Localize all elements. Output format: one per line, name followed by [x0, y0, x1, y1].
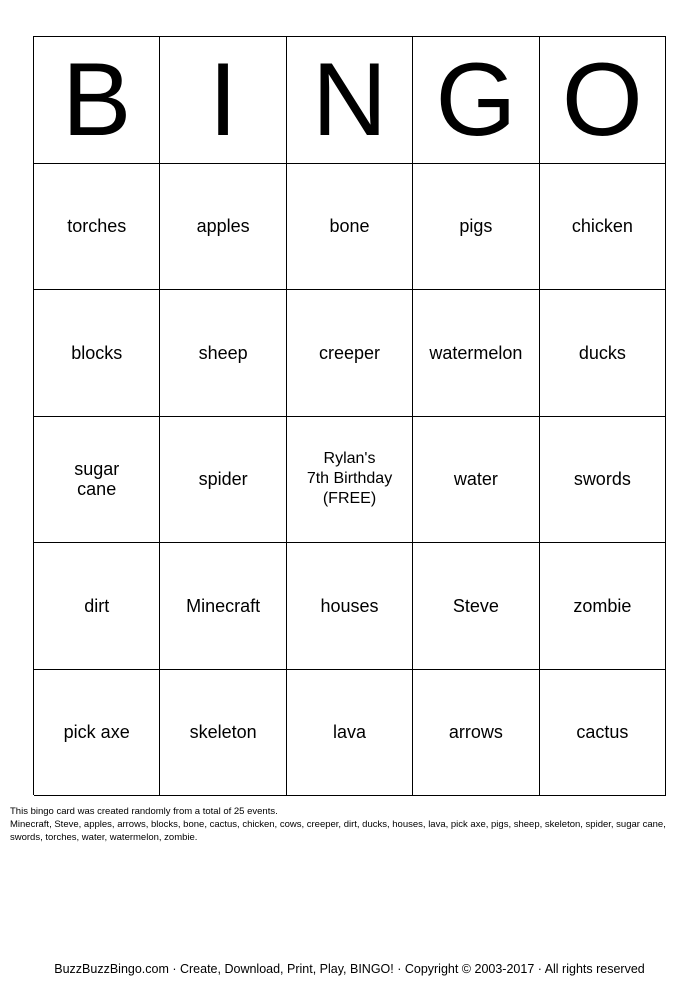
- bingo-cell-text: water: [453, 469, 498, 490]
- bingo-cell: [413, 543, 539, 670]
- info-line-1: This bingo card was created randomly from a total of 25 events.: [10, 806, 278, 817]
- bingo-cell: [413, 417, 539, 544]
- bingo-cell-text: arrows: [448, 722, 503, 743]
- bingo-cell: [160, 670, 286, 797]
- header-letter-g: G: [413, 37, 539, 164]
- bingo-cell-text: sugar cane: [74, 459, 120, 500]
- bingo-cell-text: sheep: [198, 342, 248, 363]
- bingo-cell-text: Minecraft: [186, 595, 261, 616]
- bingo-cell: [413, 164, 539, 291]
- bingo-cell-text: lava: [333, 722, 367, 743]
- bingo-header-row: [34, 37, 666, 164]
- bingo-cell: [160, 543, 286, 670]
- bingo-card: [33, 36, 666, 795]
- bingo-cell: [287, 290, 413, 417]
- bingo-cell: [413, 670, 539, 797]
- bingo-cell: [34, 670, 160, 797]
- bingo-cell-text: dirt: [84, 595, 110, 616]
- bingo-cell-text: chicken: [571, 216, 633, 237]
- header-letter-o: O: [540, 37, 666, 164]
- bingo-row: [34, 417, 666, 544]
- bingo-cell-text: torches: [67, 216, 127, 237]
- bingo-cell-text: pick axe: [63, 722, 130, 743]
- bingo-cell: [540, 417, 666, 544]
- header-letter-b: B: [34, 37, 160, 164]
- bingo-cell: [160, 164, 286, 291]
- bingo-cell: [287, 543, 413, 670]
- bingo-cell: [287, 164, 413, 291]
- bingo-cell-text: Steve: [452, 595, 499, 616]
- info-line-3: swords, torches, water, watermelon, zombie.: [10, 832, 198, 843]
- bingo-cell-text: ducks: [578, 342, 626, 363]
- bingo-cell: [160, 290, 286, 417]
- bingo-cell: [160, 417, 286, 544]
- bingo-cell: [34, 543, 160, 670]
- footer-text: BuzzBuzzBingo.com · Create, Download, Print, Play, BINGO! · Copyright © 2003-2017 · All rights reserved: [54, 962, 645, 976]
- bingo-cell-text: blocks: [71, 342, 123, 363]
- bingo-row: [34, 543, 666, 670]
- bingo-cell-text: houses: [320, 595, 379, 616]
- bingo-cell: [34, 290, 160, 417]
- bingo-cell-text: watermelon: [429, 342, 523, 363]
- header-letter-n: N: [287, 37, 413, 164]
- bingo-cell: [540, 670, 666, 797]
- bingo-row: [34, 164, 666, 291]
- bingo-cell-text: skeleton: [189, 722, 257, 743]
- bingo-cell: [540, 164, 666, 291]
- free-space-cell: [287, 417, 413, 544]
- bingo-cell: [413, 290, 539, 417]
- bingo-row: [34, 670, 666, 797]
- bingo-cell-text: zombie: [573, 595, 632, 616]
- bingo-cell-text: pigs: [459, 216, 493, 237]
- bingo-cell-text: spider: [198, 469, 248, 490]
- bingo-cell: [540, 543, 666, 670]
- bingo-row: [34, 290, 666, 417]
- header-letter-i: I: [160, 37, 286, 164]
- bingo-cell-text: apples: [196, 216, 250, 237]
- bingo-cell-text: Rylan's 7th Birthday (FREE): [306, 450, 393, 508]
- bingo-cell: [34, 417, 160, 544]
- bingo-cell-text: bone: [329, 216, 370, 237]
- bingo-cell: [540, 290, 666, 417]
- bingo-cell-text: creeper: [319, 342, 381, 363]
- bingo-cell-text: swords: [573, 469, 631, 490]
- bingo-cell: [287, 670, 413, 797]
- info-line-2: Minecraft, Steve, apples, arrows, blocks, bone, cactus, chicken, cows, creeper, dirt, ducks, houses, lava, pick axe, pigs, sheep, skeleton, spider, sugar cane,: [10, 819, 666, 830]
- bingo-cell: [34, 164, 160, 291]
- card-info: [10, 805, 690, 844]
- bingo-cell-text: cactus: [576, 722, 629, 743]
